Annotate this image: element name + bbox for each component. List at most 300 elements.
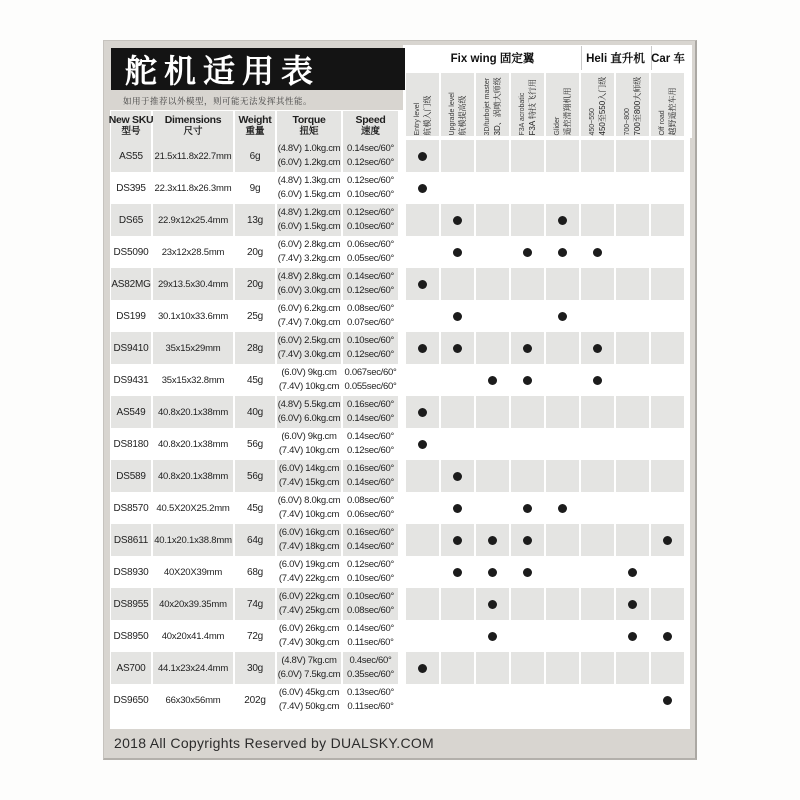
mark-cell <box>616 140 649 172</box>
weight-cell: 56g <box>235 428 275 460</box>
mark-cell <box>511 556 544 588</box>
speed-cell <box>343 268 398 300</box>
table-row <box>111 684 684 716</box>
mark-cell <box>476 556 509 588</box>
speed-line: 0.10sec/60° <box>347 573 394 584</box>
speed-line: 0.08sec/60° <box>347 303 394 314</box>
torque-line: (6.0V) 3.0kg.cm <box>277 285 341 296</box>
speed-cell <box>343 684 398 716</box>
check-dot <box>663 696 672 705</box>
table-row <box>111 492 684 524</box>
check-dot <box>523 376 532 385</box>
dimensions-cell: 30.1x10x33.6mm <box>153 300 233 332</box>
mark-cell <box>511 460 544 492</box>
mark-cell <box>441 428 474 460</box>
check-dot <box>453 568 462 577</box>
category-zh: 700至800大师级 <box>632 76 641 135</box>
column-spacer <box>400 364 404 396</box>
speed-line: 0.14sec/60° <box>347 541 394 552</box>
mark-cell <box>546 460 579 492</box>
dimensions-cell: 22.9x12x25.4mm <box>153 204 233 236</box>
mark-cell <box>651 684 684 716</box>
category-group-label: Heli 直升机 <box>586 53 645 65</box>
column-spacer <box>400 428 404 460</box>
torque-cell <box>277 140 341 172</box>
mark-cell <box>616 460 649 492</box>
mark-cell <box>441 300 474 332</box>
torque-cell <box>277 460 341 492</box>
dimensions-cell: 40.5X20X25.2mm <box>153 492 233 524</box>
torque-line: (4.8V) 5.5kg.cm <box>277 399 341 410</box>
check-dot <box>418 344 427 353</box>
speed-line: 0.14sec/60° <box>347 271 394 282</box>
dimensions-cell: 40.8x20.1x38mm <box>153 460 233 492</box>
mark-cell <box>406 172 439 204</box>
speed-line: 0.067sec/60° <box>344 367 397 378</box>
mark-cell <box>651 332 684 364</box>
torque-cell <box>277 684 341 716</box>
check-dot <box>453 472 462 481</box>
category-sub: Off road <box>658 109 666 135</box>
table-row <box>111 652 684 684</box>
mark-cell <box>616 620 649 652</box>
torque-line: (7.4V) 10kg.cm <box>278 381 340 392</box>
speed-line: 0.07sec/60° <box>347 317 394 328</box>
mark-cell <box>581 652 614 684</box>
torque-cell <box>277 268 341 300</box>
torque-line: (6.0V) 9kg.cm <box>281 367 337 378</box>
weight-cell: 20g <box>235 236 275 268</box>
category-group-label: Car 车 <box>651 53 685 65</box>
speed-line: 0.16sec/60° <box>347 527 394 538</box>
weight-cell: 28g <box>235 332 275 364</box>
mark-cell <box>511 204 544 236</box>
category-zh: 航模入门级 <box>422 95 431 135</box>
mark-cell <box>406 588 439 620</box>
torque-cell <box>277 364 341 396</box>
category-group-row <box>111 46 684 70</box>
weight-cell: 6g <box>235 140 275 172</box>
torque-line: (7.4V) 3.0kg.cm <box>277 349 341 360</box>
sku-cell: DS9650 <box>111 684 151 716</box>
category-zh: 遥控滑翔机用 <box>562 87 571 135</box>
mark-cell <box>476 684 509 716</box>
column-spacer <box>400 652 404 684</box>
mark-cell <box>476 652 509 684</box>
speed-cell <box>343 588 398 620</box>
speed-line: 0.14sec/60° <box>347 477 394 488</box>
mark-cell <box>476 460 509 492</box>
sku-cell: AS55 <box>111 140 151 172</box>
mark-cell <box>511 492 544 524</box>
speed-line: 0.08sec/60° <box>347 605 394 616</box>
category-zh: 航模提高级 <box>457 95 466 135</box>
mark-cell <box>616 396 649 428</box>
mark-cell <box>406 652 439 684</box>
mark-cell <box>441 204 474 236</box>
check-dot <box>453 216 462 225</box>
mark-cell <box>441 140 474 172</box>
speed-cell <box>343 364 398 396</box>
sku-cell: DS5090 <box>111 236 151 268</box>
mark-cell <box>511 364 544 396</box>
table-row <box>111 300 684 332</box>
mark-cell <box>476 172 509 204</box>
torque-line: (6.0V) 1.5kg.cm <box>277 189 341 200</box>
mark-cell <box>546 588 579 620</box>
check-dot <box>488 632 497 641</box>
mark-cell <box>511 268 544 300</box>
mark-cell <box>581 556 614 588</box>
mark-cell <box>476 364 509 396</box>
torque-line: (7.4V) 25kg.cm <box>278 605 340 616</box>
mark-cell <box>441 364 474 396</box>
mark-cell <box>581 140 614 172</box>
mark-cell <box>581 268 614 300</box>
check-dot <box>558 312 567 321</box>
speed-line: 0.35sec/60° <box>347 669 394 680</box>
speed-line: 0.055sec/60° <box>344 381 397 392</box>
mark-cell <box>581 428 614 460</box>
table-row <box>111 588 684 620</box>
mark-cell <box>651 652 684 684</box>
sku-cell: DS8611 <box>111 524 151 556</box>
mark-cell <box>581 460 614 492</box>
speed-line: 0.08sec/60° <box>347 495 394 506</box>
mark-cell <box>546 172 579 204</box>
mark-cell <box>476 140 509 172</box>
weight-cell: 202g <box>235 684 275 716</box>
mark-cell <box>546 396 579 428</box>
speed-line: 0.12sec/60° <box>347 157 394 168</box>
column-spacer <box>400 588 404 620</box>
category-group-label: Fix wing 固定翼 <box>450 53 535 65</box>
dimensions-cell: 35x15x29mm <box>153 332 233 364</box>
torque-cell <box>277 588 341 620</box>
speed-cell <box>343 204 398 236</box>
torque-line: (7.4V) 3.2kg.cm <box>277 253 341 264</box>
check-dot <box>488 568 497 577</box>
page-title: 舵机适用表 <box>125 53 321 89</box>
torque-line: (6.0V) 2.8kg.cm <box>277 239 341 250</box>
mark-cell <box>476 620 509 652</box>
mark-cell <box>581 684 614 716</box>
torque-line: (6.0V) 1.5kg.cm <box>277 221 341 232</box>
weight-cell: 25g <box>235 300 275 332</box>
mark-cell <box>616 300 649 332</box>
column-spacer <box>400 620 404 652</box>
column-spacer <box>400 492 404 524</box>
mark-cell <box>511 236 544 268</box>
category-sub: 3D/turbojet master <box>483 77 491 135</box>
torque-line: (6.0V) 1.2kg.cm <box>277 157 341 168</box>
mark-cell <box>476 332 509 364</box>
mark-cell <box>476 428 509 460</box>
dimensions-cell: 40.1x20.1x38.8mm <box>153 524 233 556</box>
check-dot <box>418 408 427 417</box>
mark-cell <box>616 204 649 236</box>
torque-line: (4.8V) 2.8kg.cm <box>277 271 341 282</box>
mark-cell <box>406 556 439 588</box>
speed-cell <box>343 652 398 684</box>
table-body <box>111 140 684 716</box>
check-dot <box>418 440 427 449</box>
speed-line: 0.14sec/60° <box>347 413 394 424</box>
speed-cell <box>343 524 398 556</box>
header-zh: 尺寸 <box>183 126 203 137</box>
mark-cell <box>406 620 439 652</box>
column-header-cell <box>343 111 398 140</box>
weight-cell: 9g <box>235 172 275 204</box>
column-spacer <box>400 172 404 204</box>
mark-cell <box>511 684 544 716</box>
mark-cell <box>476 236 509 268</box>
category-sub: F3A acrobatic <box>518 92 526 135</box>
mark-cell <box>651 556 684 588</box>
column-spacer <box>400 460 404 492</box>
category-sub: 450~550 <box>588 107 596 135</box>
check-dot <box>453 312 462 321</box>
mark-cell <box>651 428 684 460</box>
check-dot <box>593 344 602 353</box>
mark-cell <box>616 268 649 300</box>
check-dot <box>453 504 462 513</box>
column-spacer <box>400 556 404 588</box>
mark-cell <box>546 140 579 172</box>
check-dot <box>523 344 532 353</box>
dimensions-cell: 21.5x11.8x22.7mm <box>153 140 233 172</box>
weight-cell: 68g <box>235 556 275 588</box>
column-spacer <box>400 236 404 268</box>
table-row <box>111 236 684 268</box>
torque-line: (7.4V) 7.0kg.cm <box>277 317 341 328</box>
category-sub: Upgrade level <box>448 91 456 135</box>
torque-line: (6.0V) 6.2kg.cm <box>277 303 341 314</box>
table-row <box>111 556 684 588</box>
check-dot <box>418 280 427 289</box>
mark-cell <box>441 684 474 716</box>
torque-line: (6.0V) 7.5kg.cm <box>277 669 341 680</box>
speed-line: 0.10sec/60° <box>347 189 394 200</box>
check-dot <box>523 248 532 257</box>
mark-cell <box>546 332 579 364</box>
mark-cell <box>406 684 439 716</box>
column-spacer <box>400 300 404 332</box>
table-row <box>111 332 684 364</box>
category-zh: 450至550入门级 <box>597 76 606 135</box>
sku-cell: DS8955 <box>111 588 151 620</box>
header-en: Speed <box>355 114 386 126</box>
category-zh: F3A 特技飞行用 <box>527 78 536 135</box>
speed-line: 0.16sec/60° <box>347 399 394 410</box>
dimensions-cell: 40x20x39.35mm <box>153 588 233 620</box>
mark-cell <box>546 428 579 460</box>
check-dot <box>453 344 462 353</box>
mark-cell <box>476 300 509 332</box>
column-spacer <box>400 332 404 364</box>
mark-cell <box>581 588 614 620</box>
header-en: Weight <box>238 114 272 126</box>
mark-cell <box>441 588 474 620</box>
mark-cell <box>651 620 684 652</box>
mark-cell <box>406 140 439 172</box>
mark-cell <box>476 204 509 236</box>
dimensions-cell: 40x20x41.4mm <box>153 620 233 652</box>
mark-cell <box>546 492 579 524</box>
sku-cell: DS9431 <box>111 364 151 396</box>
mark-cell <box>511 300 544 332</box>
dimensions-cell: 40X20X39mm <box>153 556 233 588</box>
torque-cell <box>277 556 341 588</box>
header-en: New SKU <box>108 114 154 126</box>
mark-cell <box>546 524 579 556</box>
mark-cell <box>616 492 649 524</box>
category-group-cell <box>581 46 649 70</box>
speed-line: 0.12sec/60° <box>347 207 394 218</box>
mark-cell <box>511 140 544 172</box>
torque-line: (6.0V) 45kg.cm <box>278 687 340 698</box>
sku-cell: DS9410 <box>111 332 151 364</box>
category-sub: Entry level <box>413 102 421 135</box>
mark-cell <box>651 172 684 204</box>
check-dot <box>418 184 427 193</box>
mark-cell <box>616 428 649 460</box>
mark-cell <box>476 492 509 524</box>
torque-line: (6.0V) 16kg.cm <box>278 527 340 538</box>
torque-cell <box>277 396 341 428</box>
torque-cell <box>277 428 341 460</box>
table-row <box>111 268 684 300</box>
header-zh: 型号 <box>121 126 141 137</box>
header-en: Dimensions <box>164 114 222 126</box>
sku-cell: DS8950 <box>111 620 151 652</box>
column-header-cell <box>108 111 154 140</box>
table-row <box>111 364 684 396</box>
dimensions-cell: 40.8x20.1x38mm <box>153 396 233 428</box>
mark-cell <box>651 524 684 556</box>
mark-cell <box>651 492 684 524</box>
mark-cell <box>616 684 649 716</box>
torque-line: (4.8V) 1.3kg.cm <box>277 175 341 186</box>
mark-cell <box>546 364 579 396</box>
mark-cell <box>441 460 474 492</box>
torque-line: (4.8V) 1.2kg.cm <box>277 207 341 218</box>
mark-cell <box>616 332 649 364</box>
torque-line: (6.0V) 6.0kg.cm <box>277 413 341 424</box>
mark-cell <box>581 524 614 556</box>
speed-cell <box>343 236 398 268</box>
check-dot <box>593 376 602 385</box>
table-row <box>111 204 684 236</box>
check-dot <box>558 504 567 513</box>
speed-line: 0.11sec/60° <box>347 701 394 712</box>
mark-cell <box>441 172 474 204</box>
dimensions-cell: 40.8x20.1x38mm <box>153 428 233 460</box>
mark-cell <box>546 300 579 332</box>
mark-cell <box>616 172 649 204</box>
mark-cell <box>406 332 439 364</box>
column-spacer <box>400 140 404 172</box>
torque-cell <box>277 300 341 332</box>
mark-cell <box>581 364 614 396</box>
speed-line: 0.12sec/60° <box>347 285 394 296</box>
sku-cell: AS700 <box>111 652 151 684</box>
mark-cell <box>406 236 439 268</box>
mark-cell <box>651 396 684 428</box>
check-dot <box>523 568 532 577</box>
check-dot <box>628 600 637 609</box>
check-dot <box>523 536 532 545</box>
speed-line: 0.14sec/60° <box>347 623 394 634</box>
mark-cell <box>651 236 684 268</box>
sku-cell: DS65 <box>111 204 151 236</box>
mark-cell <box>511 332 544 364</box>
mark-cell <box>441 556 474 588</box>
mark-cell <box>651 204 684 236</box>
torque-line: (6.0V) 8.0kg.cm <box>277 495 341 506</box>
speed-cell <box>343 492 398 524</box>
mark-cell <box>546 620 579 652</box>
speed-cell <box>343 140 398 172</box>
torque-cell <box>277 172 341 204</box>
mark-cell <box>651 588 684 620</box>
speed-cell <box>343 620 398 652</box>
torque-line: (6.0V) 14kg.cm <box>278 463 340 474</box>
mark-cell <box>581 620 614 652</box>
sku-cell: DS589 <box>111 460 151 492</box>
category-sub: 700~800 <box>623 107 631 135</box>
column-spacer <box>400 268 404 300</box>
table-row <box>111 620 684 652</box>
check-dot <box>558 216 567 225</box>
mark-cell <box>546 268 579 300</box>
header-zh: 扭矩 <box>299 126 319 137</box>
mark-cell <box>511 172 544 204</box>
check-dot <box>488 376 497 385</box>
mark-cell <box>406 204 439 236</box>
mark-cell <box>406 300 439 332</box>
mark-cell <box>511 620 544 652</box>
torque-cell <box>277 332 341 364</box>
dimensions-cell: 23x12x28.5mm <box>153 236 233 268</box>
mark-cell <box>616 236 649 268</box>
torque-line: (6.0V) 19kg.cm <box>278 559 340 570</box>
disclaimer-text: 如用于推荐以外模型，则可能无法发挥其性能。 <box>123 96 313 106</box>
speed-cell <box>343 172 398 204</box>
sku-cell: DS8180 <box>111 428 151 460</box>
column-header-cell <box>235 111 275 140</box>
speed-cell <box>343 460 398 492</box>
mark-cell <box>511 396 544 428</box>
torque-cell <box>277 524 341 556</box>
check-dot <box>593 248 602 257</box>
mark-cell <box>616 588 649 620</box>
check-dot <box>488 536 497 545</box>
column-spacer <box>400 684 404 716</box>
dimensions-cell: 22.3x11.8x26.3mm <box>153 172 233 204</box>
column-spacer <box>400 396 404 428</box>
mark-cell <box>581 332 614 364</box>
table-row <box>111 140 684 172</box>
dimensions-cell: 35x15x32.8mm <box>153 364 233 396</box>
mark-cell <box>406 460 439 492</box>
category-group-cell <box>406 46 579 70</box>
mark-cell <box>616 364 649 396</box>
category-sub: Glider <box>553 116 561 135</box>
speed-cell <box>343 428 398 460</box>
column-spacer <box>400 524 404 556</box>
speed-line: 0.11sec/60° <box>347 637 394 648</box>
